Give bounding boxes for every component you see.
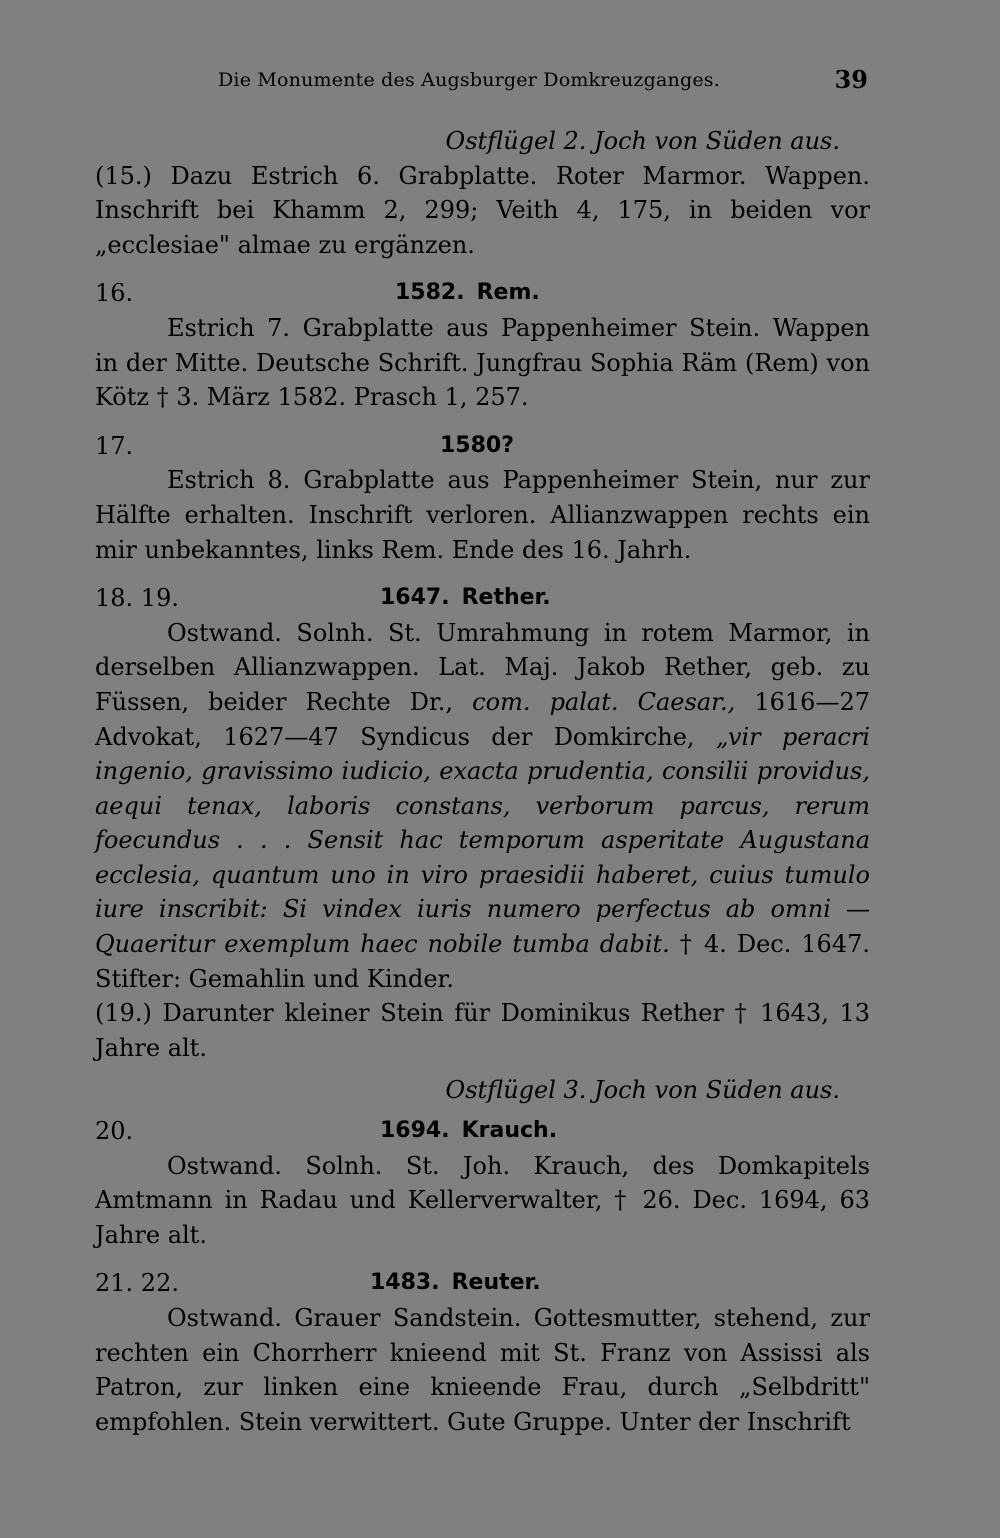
running-header [95,60,870,100]
text-run: Ostwand. Solnh. St. Umrahmung in rotem Marmor, in derselben Allianzwappen. Lat. Maj. Jakob Rether, geb. zu Füssen, beider Rechte Dr., [95,618,870,716]
entry-year-and-name [380,581,551,616]
book-page [95,60,870,1439]
entry-heading-21-22 [95,1266,870,1301]
entry-number: 16. [95,279,134,308]
entry-number: 21. 22. [95,1269,179,1298]
location-heading: Ostflügel 2. Joch von Süden aus. [445,127,840,155]
entry-number: 18. 19. [95,584,179,613]
paragraph-16: Estrich 7. Grabplatte aus Pappenheimer Stein. Wappen in der Mitte. Deutsche Schrift. Jungfrau Sophia Räm (Rem) von Kötz † 3. März 1582. Prasch 1, 257. [95,313,870,412]
paragraph-17: Estrich 8. Grabplatte aus Pappenheimer Stein, nur zur Hälfte erhalten. Inschrift verloren. Allianzwappen rechts ein mir unbekanntes, links Rem. Ende des 16. Jahrh. [95,466,870,564]
entry-year: 1580? [440,432,514,458]
entry-number: 17. [95,431,134,460]
text-run: † 4. Dec. 1647. Stifter: Gemahlin und Kinder. [95,930,870,993]
entry-heading-17 [95,429,870,464]
entry-heading-16 [95,276,870,311]
entry-number: 20. [95,1117,134,1146]
entry-year: 1694. [380,1118,450,1144]
entry-name: Krauch. [461,1118,558,1144]
running-title: Die Monumente des Augsburger Domkreuzganges. [218,69,720,91]
entry-year-and-name [380,1114,557,1149]
entry-year-and-name [370,1266,541,1301]
entry-name: Rem. [476,280,540,306]
entry-year: 1647. [380,585,450,611]
paragraph-18-19 [95,616,870,997]
latin-inscription: „vir peracri ingenio, gravissimo iudicio, exacta prudentia, consilii providus, aequi tenax, laboris constans, verborum parcus, rerum foecundus . . . Sensit hac temporum asperitate Augustana ecclesia, quantum uno in viro praesidii haberet, cuius tumulo iure inscribit: Si vindex iuris numero perfectus ab omni — Quaeritur exemplum haec nobile tumba dabit. [95,722,870,959]
italic-run: com. palat. Caesar., [472,687,736,716]
entry-name: Rether. [461,585,551,611]
entry-heading-18-19 [95,581,870,616]
entry-year: 1483. [370,1270,440,1296]
paragraph-19: (19.) Darunter kleiner Stein für Dominikus Rether † 1643, 13 Jahre alt. [95,999,870,1062]
location-heading: Ostflügel 3. Joch von Süden aus. [445,1076,840,1105]
entry-name: Reuter. [451,1270,541,1296]
page-number: 39 [834,65,868,94]
paragraph-15: (15.) Dazu Estrich 6. Grabplatte. Roter Marmor. Wappen. Inschrift bei Khamm 2, 299; Veith 4, 175, in beiden vor „ecclesiae" almae zu ergänzen. [95,161,870,259]
paragraph-20: Ostwand. Solnh. St. Joh. Krauch, des Domkapitels Amtmann in Radau und Kellerverwalter, † 26. Dec. 1694, 63 Jahre alt. [95,1151,870,1249]
text-run: 1616—27 Advokat, 1627—47 Syndicus der Domkirche, [95,687,870,751]
entry-year: 1582. [395,280,465,306]
paragraph-21-22: Ostwand. Grauer Sandstein. Gottesmutter, stehend, zur rechten ein Chorrherr knieend mit St. Franz von Assissi als Patron, zur linken eine knieende Frau, durch „Selbdritt" empfohlen. Stein verwittert. Gute Gruppe. Unter der Inschrift [95,1304,870,1436]
entry-year-and-name [395,276,540,311]
entry-heading-20 [95,1114,870,1149]
